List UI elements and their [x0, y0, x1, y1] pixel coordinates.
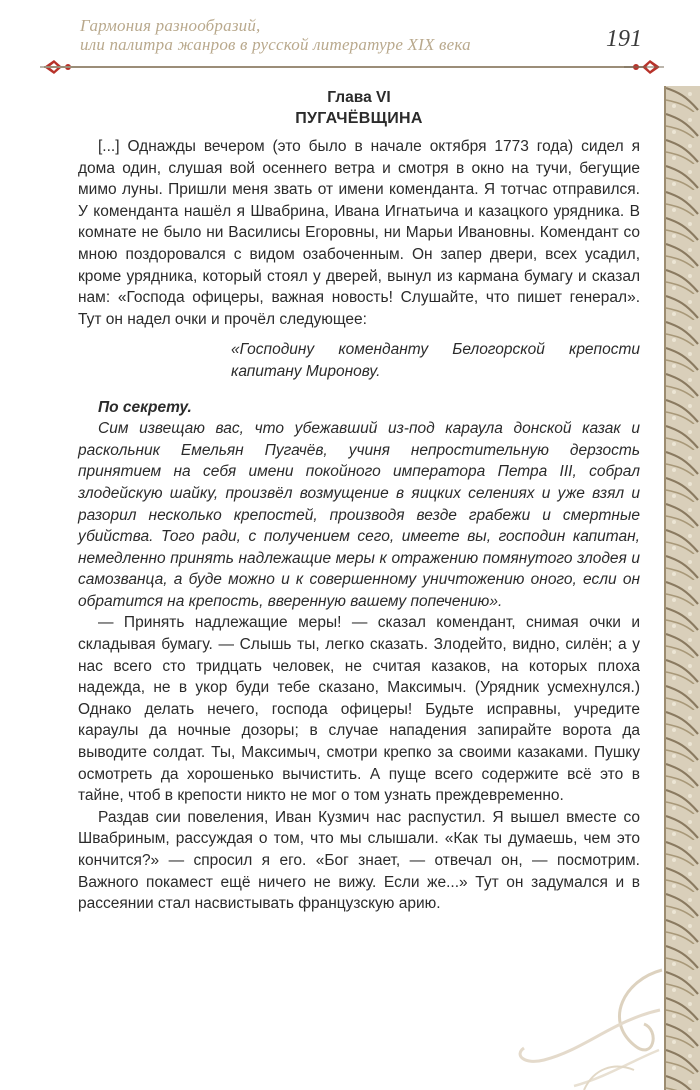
secret-label: По секрету.: [98, 398, 192, 416]
running-title: [80, 16, 471, 54]
paragraph-commandant: — Принять надлежащие меры! — сказал комендант, снимая очки и складывая бумагу. — Слышь ты, легко сказать. Злодейто, видно, силён; а у нас всего сто тридцать человек, не считая казаков, на которых плоха надежда, не в укор буди тебе сказано, Максимыч. (Урядник усмехнулся.) Однако делать нечего, господа офицеры! Будьте исправны, учредите караулы да ночные дозоры; в случае нападения запирайте ворота да выводите солдат. Ты, Максимыч, смотри крепко за своими казаками. Пушку осмотреть да хорошенько вычистить. А пуще всего содержите всё это в тайне, чтоб в крепости никто не мог о том узнать преждевременно.: [78, 614, 640, 805]
running-title-line-1: Гармония разнообразий,: [80, 16, 261, 35]
header-ornament-right-icon: [624, 54, 664, 80]
corner-swirl-icon: [484, 950, 664, 1090]
header-rule: [44, 66, 654, 68]
running-title-line-2: или палитра жанров в русской литературе XIX века: [80, 35, 471, 54]
paragraph-intro: [...] Однажды вечером (это было в начале октября 1773 года) сидел я дома один, слушая вой осеннего ветра и смотря в окно на тучи, бегущие мимо луны. Пришли меня звать от имени коменданта. Я тотчас отправился. У коменданта нашёл я Швабрина, Ивана Игнатьича и казацкого урядника. В комнате не было ни Василисы Егоровны, ни Марьи Ивановны. Комендант со мною поздоровался с видом озабоченным. Он запер двери, всех усадил, кроме урядника, который стоял у дверей, вынул из кармана бумагу и сказал нам: «Господа офицеры, важная новость! Слушайте, что пишет генерал». Тут он надел очки и прочёл следующее:: [78, 138, 640, 328]
chapter-label: Глава VI: [327, 89, 391, 106]
page-content: [78, 88, 640, 915]
letter-address: «Господину коменданту Белогорской крепости капитану Миронову.: [231, 341, 640, 380]
page-header: [0, 0, 700, 90]
decorative-border-icon: [664, 86, 700, 1090]
paragraph-ending: Раздав сии повеления, Иван Кузмич нас распустил. Я вышел вместе со Швабриным, рассуждая о том, что мы слышали. «Как ты думаешь, чем это кончится?» — спросил я его. «Бог знает, — отвечал он, — посмотрим. Важного покамест ещё ничего не вижу. Если же...» Тут он задумался и в рассеянии стал насвистывать французскую арию.: [78, 808, 640, 913]
chapter-title: ПУГАЧЁВЩИНА: [295, 110, 423, 127]
letter-body: Сим извещаю вас, что убежавший из-под караула донской казак и раскольник Емельян Пугачёв, учиня непростительную дерзость принятием на себя имени покойного императора Петра III, собрал злодейскую шайку, произвёл возмущение в яицких селениях и уже взял и разорил несколько крепостей, производя везде грабежи и смертные убийства. Того ради, с получением сего, имеете вы, господин капитан, немедленно принять надлежащие меры к отражению помянутого злодея и самозванца, а буде можно и к совершенному уничтожению оного, если он обратится на крепость, вверенную вашему попечению».: [78, 420, 640, 610]
page-number: 191: [606, 26, 642, 52]
